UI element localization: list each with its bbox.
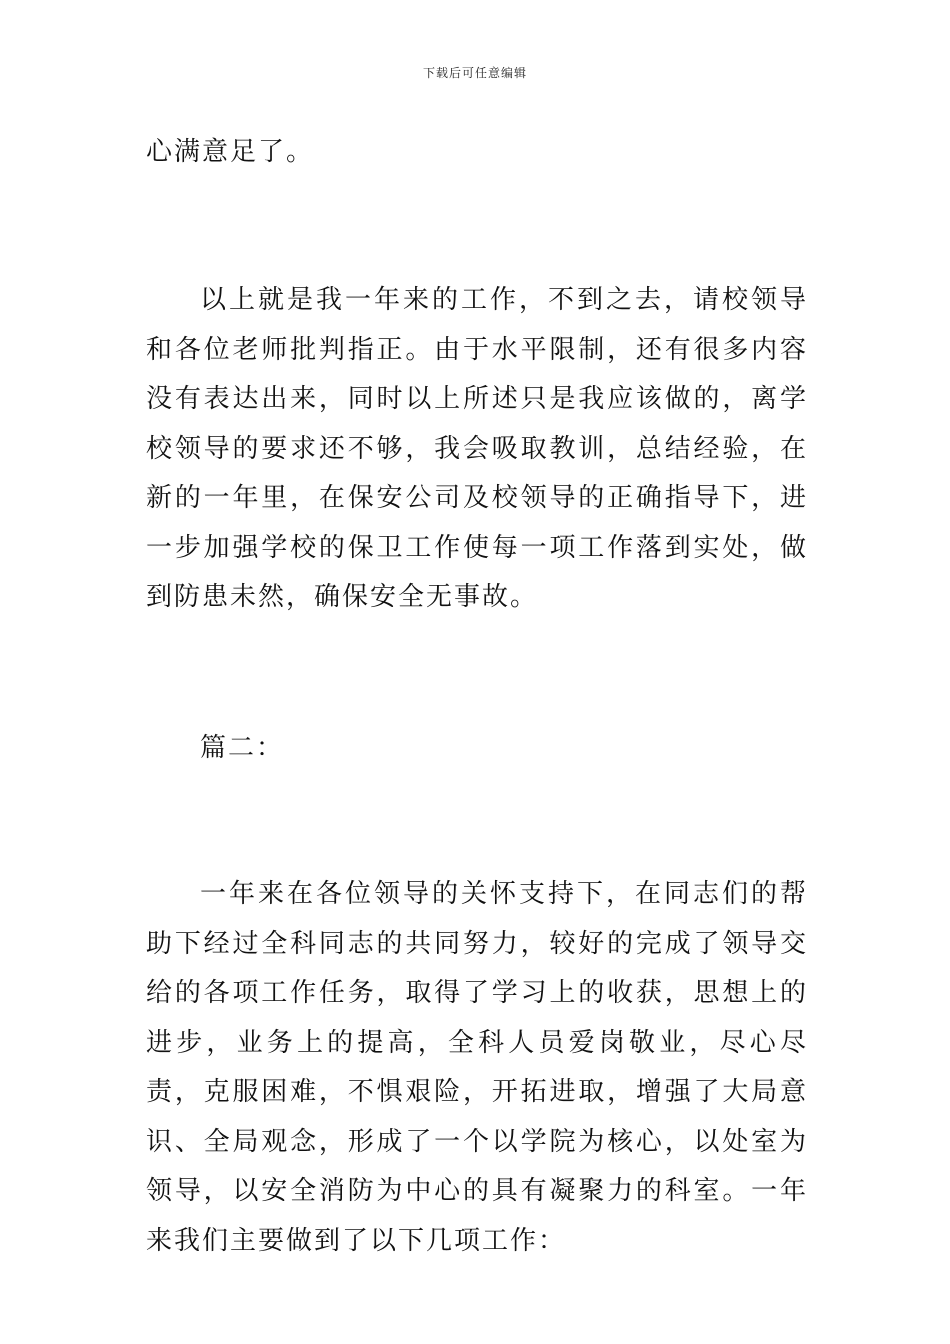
paragraph-conclusion: 以上就是我一年来的工作，不到之去，请校领导和各位老师批判指正。由于水平限制，还有很多内容没有表达出来，同时以上所述只是我应该做的，离学校领导的要求还不够，我会吸取教训，总结经验，在新的一年里，在保安公司及校领导的正确指导下，进一步加强学校的保卫工作使每一项工作落到实处，做到防患未然，确保安全无事故。	[146, 285, 808, 612]
paragraph-continuation: 心满意足了。	[146, 137, 315, 167]
page-header: 下载后可任意编辑	[422, 66, 527, 80]
paragraph-intro: 一年来在各位领导的关怀支持下，在同志们的帮助下经过全科同志的共同努力，较好的完成了领导交给的各项工作任务，取得了学习上的收获，思想上的进步，业务上的提高，全科人员爱岗敬业，尽心尽责，克服困难，不惧艰险，开拓进取，增强了大局意识、全局观念，形成了一个以学院为核心，以处室为领导，以安全消防为中心的具有凝聚力的科室。一年来我们主要做到了以下几项工作：	[146, 879, 808, 1256]
section-heading: 篇二：	[200, 733, 285, 763]
